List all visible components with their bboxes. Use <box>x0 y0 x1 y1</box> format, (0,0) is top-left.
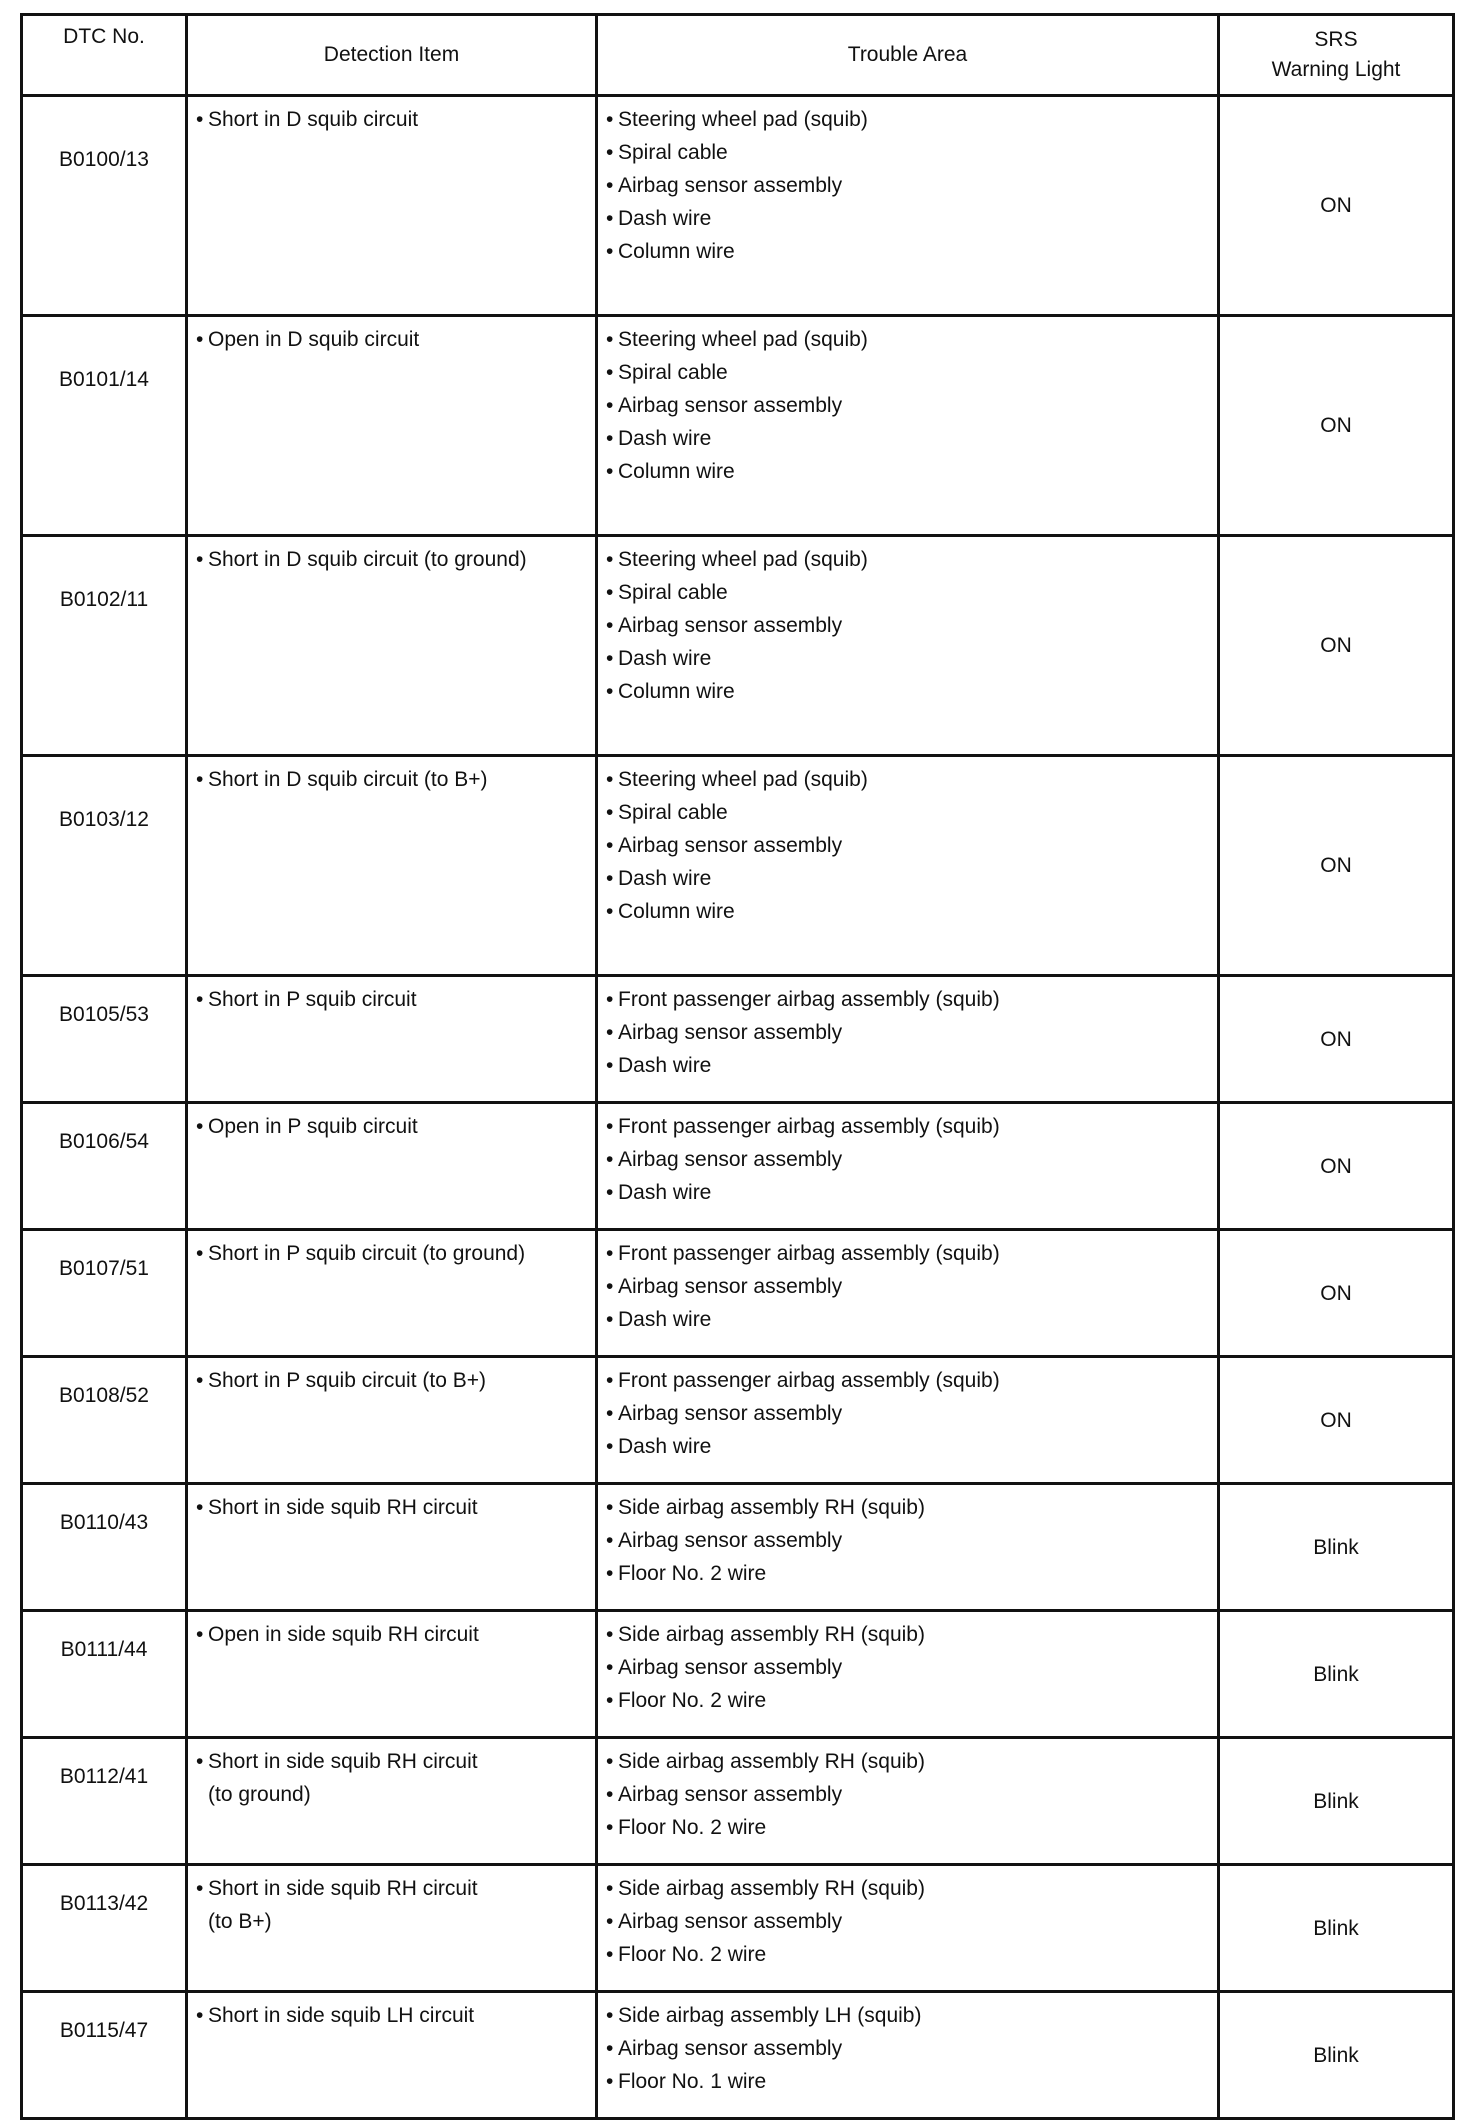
detection-item <box>196 1999 587 2032</box>
trouble-area-text: Airbag sensor assembly <box>618 1148 843 1171</box>
table-row <box>22 1865 1454 1992</box>
srs-warning-light-cell <box>1219 1484 1454 1611</box>
detection-item-cell <box>187 1611 597 1738</box>
trouble-area-item <box>606 455 1209 488</box>
dtc-code-cell <box>22 1992 187 2119</box>
table-row <box>22 1484 1454 1611</box>
table-row <box>22 976 1454 1103</box>
bullet-icon: • <box>606 394 614 417</box>
trouble-area-item <box>606 829 1209 862</box>
trouble-area-text: Dash wire <box>618 1181 712 1204</box>
detection-item <box>196 1618 587 1651</box>
trouble-area-text: Dash wire <box>618 647 712 670</box>
trouble-area-text: Floor No. 2 wire <box>618 1943 767 1966</box>
detection-item-cell <box>187 976 597 1103</box>
trouble-area-cell <box>597 756 1219 976</box>
bullet-icon: • <box>606 1529 614 1552</box>
trouble-area-item <box>606 1430 1209 1463</box>
bullet-icon: • <box>196 2004 204 2027</box>
trouble-area-item <box>606 1999 1209 2032</box>
table-row <box>22 96 1454 316</box>
detection-item-cell <box>187 1992 597 2119</box>
trouble-area-text: Airbag sensor assembly <box>618 1783 843 1806</box>
detection-item <box>196 1364 587 1397</box>
srs-warning-light-cell <box>1219 316 1454 536</box>
trouble-area-item <box>606 1016 1209 1049</box>
table-row <box>22 536 1454 756</box>
srs-warning-light-status: Blink <box>1313 1662 1359 1686</box>
trouble-area-cell <box>597 1865 1219 1992</box>
trouble-area-text: Side airbag assembly RH (squib) <box>618 1623 925 1646</box>
dtc-code: B0103/12 <box>59 808 149 831</box>
trouble-area-item <box>606 983 1209 1016</box>
srs-warning-light-cell <box>1219 1865 1454 1992</box>
trouble-area-text: Airbag sensor assembly <box>618 1910 843 1933</box>
trouble-area-cell <box>597 536 1219 756</box>
bullet-icon: • <box>606 581 614 604</box>
detection-text: Short in D squib circuit (to B+) <box>208 768 488 791</box>
detection-text: Short in side squib RH circuit <box>208 1750 478 1773</box>
header-srs-line2: Warning Light <box>1271 58 1401 81</box>
dtc-code: B0107/51 <box>59 1257 149 1280</box>
header-detection-item: Detection Item <box>187 15 597 96</box>
trouble-area-text: Column wire <box>618 240 735 263</box>
header-srs-warning-light <box>1219 15 1454 96</box>
table-row <box>22 1611 1454 1738</box>
bullet-icon: • <box>196 988 204 1011</box>
detection-text: Short in D squib circuit <box>208 108 419 131</box>
srs-warning-light-status: ON <box>1320 194 1352 217</box>
trouble-area-text: Front passenger airbag assembly (squib) <box>618 1369 1000 1392</box>
trouble-area-text: Steering wheel pad (squib) <box>618 768 868 791</box>
detection-text: Short in D squib circuit (to ground) <box>208 548 527 571</box>
trouble-area-text: Side airbag assembly RH (squib) <box>618 1496 925 1519</box>
bullet-icon: • <box>606 647 614 670</box>
bullet-icon: • <box>606 1656 614 1679</box>
bullet-icon: • <box>606 1148 614 1171</box>
trouble-area-item <box>606 642 1209 675</box>
bullet-icon: • <box>606 1021 614 1044</box>
bullet-icon: • <box>606 1402 614 1425</box>
detection-item-cell <box>187 316 597 536</box>
bullet-icon: • <box>606 867 614 890</box>
dtc-code: B0105/53 <box>59 1003 149 1026</box>
detection-item-cell <box>187 1103 597 1230</box>
bullet-icon: • <box>196 1496 204 1519</box>
table-row <box>22 1230 1454 1357</box>
srs-warning-light-cell <box>1219 96 1454 316</box>
trouble-area-item <box>606 323 1209 356</box>
bullet-icon: • <box>606 2070 614 2093</box>
bullet-icon: • <box>606 1562 614 1585</box>
detection-text: Open in side squib RH circuit <box>208 1623 479 1646</box>
trouble-area-text: Dash wire <box>618 1308 712 1331</box>
bullet-icon: • <box>196 328 204 351</box>
trouble-area-cell <box>597 96 1219 316</box>
trouble-area-item <box>606 1364 1209 1397</box>
trouble-area-item <box>606 1905 1209 1938</box>
header-dtc-no: DTC No. <box>22 15 187 96</box>
trouble-area-text: Airbag sensor assembly <box>618 1021 843 1044</box>
bullet-icon: • <box>606 1496 614 1519</box>
bullet-icon: • <box>606 1750 614 1773</box>
srs-warning-light-status: ON <box>1320 634 1352 657</box>
trouble-area-item <box>606 136 1209 169</box>
detection-text: Short in P squib circuit <box>208 988 417 1011</box>
dtc-code-cell <box>22 1865 187 1992</box>
detection-item-cell <box>187 1865 597 1992</box>
srs-warning-light-cell <box>1219 1611 1454 1738</box>
bullet-icon: • <box>606 900 614 923</box>
dtc-code-cell <box>22 756 187 976</box>
bullet-icon: • <box>606 240 614 263</box>
table-row <box>22 1103 1454 1230</box>
dtc-code-cell <box>22 1357 187 1484</box>
bullet-icon: • <box>606 328 614 351</box>
trouble-area-text: Spiral cable <box>618 581 728 604</box>
trouble-area-text: Spiral cable <box>618 141 728 164</box>
bullet-icon: • <box>606 460 614 483</box>
trouble-area-text: Airbag sensor assembly <box>618 834 843 857</box>
trouble-area-text: Steering wheel pad (squib) <box>618 328 868 351</box>
trouble-area-text: Dash wire <box>618 207 712 230</box>
bullet-icon: • <box>606 1181 614 1204</box>
srs-warning-light-cell <box>1219 1230 1454 1357</box>
detection-item-cell <box>187 756 597 976</box>
detection-text: Short in side squib LH circuit <box>208 2004 475 2027</box>
dtc-code: B0102/11 <box>59 588 149 611</box>
bullet-icon: • <box>606 1435 614 1458</box>
header-srs-line1: SRS <box>1314 28 1358 51</box>
bullet-icon: • <box>606 1689 614 1712</box>
trouble-area-text: Column wire <box>618 900 735 923</box>
detection-text: Short in side squib RH circuit <box>208 1877 478 1900</box>
bullet-icon: • <box>196 1877 204 1900</box>
srs-warning-light-status: Blink <box>1313 1916 1359 1940</box>
bullet-icon: • <box>606 834 614 857</box>
bullet-icon: • <box>606 1308 614 1331</box>
srs-warning-light-status: Blink <box>1313 2043 1359 2067</box>
trouble-area-item <box>606 543 1209 576</box>
table-row <box>22 1992 1454 2119</box>
dtc-code-cell <box>22 976 187 1103</box>
bullet-icon: • <box>606 1242 614 1265</box>
srs-warning-light-cell <box>1219 976 1454 1103</box>
trouble-area-cell <box>597 1103 1219 1230</box>
trouble-area-cell <box>597 1484 1219 1611</box>
bullet-icon: • <box>606 680 614 703</box>
trouble-area-item <box>606 1176 1209 1209</box>
detection-item-cell <box>187 536 597 756</box>
bullet-icon: • <box>196 1369 204 1392</box>
srs-warning-light-cell <box>1219 1738 1454 1865</box>
bullet-icon: • <box>196 1242 204 1265</box>
trouble-area-item <box>606 1938 1209 1971</box>
bullet-icon: • <box>196 1750 204 1773</box>
trouble-area-item <box>606 2032 1209 2065</box>
detection-item <box>196 1745 587 1811</box>
dtc-code: B0106/54 <box>59 1130 149 1153</box>
trouble-area-text: Airbag sensor assembly <box>618 614 843 637</box>
bullet-icon: • <box>606 1115 614 1138</box>
dtc-code-cell <box>22 1611 187 1738</box>
trouble-area-item <box>606 1110 1209 1143</box>
bullet-icon: • <box>606 1877 614 1900</box>
dtc-code: B0108/52 <box>59 1384 149 1407</box>
detection-item <box>196 983 587 1016</box>
detection-item-cell <box>187 1738 597 1865</box>
dtc-code: B0100/13 <box>59 148 149 171</box>
table-row <box>22 1357 1454 1484</box>
detection-item <box>196 1872 587 1938</box>
bullet-icon: • <box>606 1369 614 1392</box>
trouble-area-text: Steering wheel pad (squib) <box>618 548 868 571</box>
dtc-code: B0112/41 <box>59 1765 149 1788</box>
trouble-area-item <box>606 1270 1209 1303</box>
trouble-area-text: Airbag sensor assembly <box>618 1656 843 1679</box>
srs-warning-light-status: ON <box>1320 1281 1352 1305</box>
trouble-area-text: Floor No. 2 wire <box>618 1816 767 1839</box>
trouble-area-item <box>606 1049 1209 1082</box>
bullet-icon: • <box>606 988 614 1011</box>
detection-item <box>196 1237 587 1270</box>
trouble-area-text: Airbag sensor assembly <box>618 1529 843 1552</box>
bullet-icon: • <box>606 1275 614 1298</box>
dtc-code-cell <box>22 536 187 756</box>
bullet-icon: • <box>196 1623 204 1646</box>
trouble-area-text: Side airbag assembly RH (squib) <box>618 1877 925 1900</box>
bullet-icon: • <box>606 427 614 450</box>
bullet-icon: • <box>606 207 614 230</box>
srs-warning-light-cell <box>1219 536 1454 756</box>
dtc-code-cell <box>22 1484 187 1611</box>
dtc-code-cell <box>22 1230 187 1357</box>
trouble-area-item <box>606 862 1209 895</box>
srs-warning-light-cell <box>1219 756 1454 976</box>
trouble-area-cell <box>597 316 1219 536</box>
bullet-icon: • <box>606 361 614 384</box>
trouble-area-item <box>606 422 1209 455</box>
bullet-icon: • <box>196 108 204 131</box>
trouble-area-text: Dash wire <box>618 1054 712 1077</box>
bullet-icon: • <box>606 2004 614 2027</box>
detection-item-cell <box>187 1230 597 1357</box>
srs-warning-light-status: ON <box>1320 1408 1352 1432</box>
trouble-area-text: Airbag sensor assembly <box>618 2037 843 2060</box>
bullet-icon: • <box>196 1115 204 1138</box>
table-row <box>22 756 1454 976</box>
trouble-area-item <box>606 389 1209 422</box>
trouble-area-text: Airbag sensor assembly <box>618 174 843 197</box>
detection-item <box>196 1491 587 1524</box>
detection-item <box>196 763 587 796</box>
trouble-area-item <box>606 1778 1209 1811</box>
srs-warning-light-cell <box>1219 1357 1454 1484</box>
trouble-area-item <box>606 356 1209 389</box>
detection-text: (to ground) <box>208 1783 311 1806</box>
trouble-area-text: Floor No. 1 wire <box>618 2070 767 2093</box>
bullet-icon: • <box>606 1910 614 1933</box>
trouble-area-item <box>606 1237 1209 1270</box>
dtc-code: B0111/44 <box>60 1638 148 1661</box>
detection-text: Open in D squib circuit <box>208 328 420 351</box>
srs-warning-light-status: ON <box>1320 414 1352 437</box>
detection-item <box>196 103 587 136</box>
detection-item-cell <box>187 1484 597 1611</box>
trouble-area-text: Airbag sensor assembly <box>618 1275 843 1298</box>
trouble-area-item <box>606 576 1209 609</box>
srs-warning-light-status: ON <box>1320 854 1352 877</box>
trouble-area-cell <box>597 1230 1219 1357</box>
trouble-area-text: Dash wire <box>618 427 712 450</box>
trouble-area-item <box>606 169 1209 202</box>
bullet-icon: • <box>606 768 614 791</box>
bullet-icon: • <box>606 801 614 824</box>
trouble-area-item <box>606 202 1209 235</box>
dtc-code: B0115/47 <box>59 2019 149 2042</box>
bullet-icon: • <box>606 2037 614 2060</box>
dtc-code: B0110/43 <box>59 1511 149 1534</box>
dtc-code-cell <box>22 1103 187 1230</box>
detection-item-cell <box>187 96 597 316</box>
trouble-area-text: Side airbag assembly LH (squib) <box>618 2004 922 2027</box>
bullet-icon: • <box>606 141 614 164</box>
detection-item <box>196 543 587 576</box>
trouble-area-text: Front passenger airbag assembly (squib) <box>618 1242 1000 1265</box>
trouble-area-item <box>606 1872 1209 1905</box>
trouble-area-text: Front passenger airbag assembly (squib) <box>618 1115 1000 1138</box>
trouble-area-text: Front passenger airbag assembly (squib) <box>618 988 1000 1011</box>
bullet-icon: • <box>606 1816 614 1839</box>
srs-warning-light-status: Blink <box>1313 1789 1359 1813</box>
table-row <box>22 316 1454 536</box>
trouble-area-text: Dash wire <box>618 1435 712 1458</box>
dtc-code: B0101/14 <box>59 368 149 391</box>
header-row <box>22 15 1454 96</box>
srs-warning-light-status: ON <box>1320 1154 1352 1178</box>
srs-warning-light-status: ON <box>1320 1027 1352 1051</box>
trouble-area-item <box>606 675 1209 708</box>
bullet-icon: • <box>606 1783 614 1806</box>
trouble-area-cell <box>597 1992 1219 2119</box>
trouble-area-item <box>606 609 1209 642</box>
trouble-area-cell <box>597 1738 1219 1865</box>
trouble-area-item <box>606 1524 1209 1557</box>
trouble-area-item <box>606 1397 1209 1430</box>
trouble-area-item <box>606 1557 1209 1590</box>
detection-item <box>196 323 587 356</box>
trouble-area-text: Side airbag assembly RH (squib) <box>618 1750 925 1773</box>
bullet-icon: • <box>196 768 204 791</box>
dtc-code-cell <box>22 1738 187 1865</box>
table-row <box>22 1738 1454 1865</box>
trouble-area-text: Airbag sensor assembly <box>618 394 843 417</box>
srs-warning-light-cell <box>1219 1992 1454 2119</box>
trouble-area-text: Floor No. 2 wire <box>618 1689 767 1712</box>
srs-warning-light-cell <box>1219 1103 1454 1230</box>
trouble-area-cell <box>597 1357 1219 1484</box>
detection-text: Short in P squib circuit (to ground) <box>208 1242 526 1265</box>
trouble-area-cell <box>597 1611 1219 1738</box>
detection-item-cell <box>187 1357 597 1484</box>
detection-text: (to B+) <box>208 1910 272 1933</box>
trouble-area-item <box>606 1143 1209 1176</box>
trouble-area-item <box>606 1651 1209 1684</box>
trouble-area-item <box>606 763 1209 796</box>
trouble-area-text: Steering wheel pad (squib) <box>618 108 868 131</box>
bullet-icon: • <box>606 1943 614 1966</box>
trouble-area-item <box>606 1684 1209 1717</box>
trouble-area-item <box>606 895 1209 928</box>
trouble-area-text: Spiral cable <box>618 801 728 824</box>
bullet-icon: • <box>606 174 614 197</box>
trouble-area-item <box>606 2065 1209 2098</box>
trouble-area-item <box>606 1745 1209 1778</box>
header-trouble-area: Trouble Area <box>597 15 1219 96</box>
bullet-icon: • <box>606 548 614 571</box>
trouble-area-item <box>606 1811 1209 1844</box>
trouble-area-item <box>606 1491 1209 1524</box>
bullet-icon: • <box>196 548 204 571</box>
dtc-code: B0113/42 <box>59 1892 149 1915</box>
detection-item <box>196 1110 587 1143</box>
trouble-area-text: Airbag sensor assembly <box>618 1402 843 1425</box>
trouble-area-text: Spiral cable <box>618 361 728 384</box>
trouble-area-item <box>606 1618 1209 1651</box>
trouble-area-item <box>606 235 1209 268</box>
trouble-area-text: Floor No. 2 wire <box>618 1562 767 1585</box>
dtc-table <box>20 13 1455 2120</box>
srs-warning-light-status: Blink <box>1313 1535 1359 1559</box>
bullet-icon: • <box>606 1623 614 1646</box>
dtc-code-cell <box>22 96 187 316</box>
bullet-icon: • <box>606 1054 614 1077</box>
trouble-area-text: Column wire <box>618 680 735 703</box>
dtc-code-cell <box>22 316 187 536</box>
detection-text: Open in P squib circuit <box>208 1115 418 1138</box>
detection-text: Short in side squib RH circuit <box>208 1496 478 1519</box>
trouble-area-item <box>606 1303 1209 1336</box>
detection-text: Short in P squib circuit (to B+) <box>208 1369 486 1392</box>
trouble-area-text: Dash wire <box>618 867 712 890</box>
trouble-area-cell <box>597 976 1219 1103</box>
trouble-area-text: Column wire <box>618 460 735 483</box>
trouble-area-item <box>606 103 1209 136</box>
trouble-area-item <box>606 796 1209 829</box>
bullet-icon: • <box>606 614 614 637</box>
bullet-icon: • <box>606 108 614 131</box>
